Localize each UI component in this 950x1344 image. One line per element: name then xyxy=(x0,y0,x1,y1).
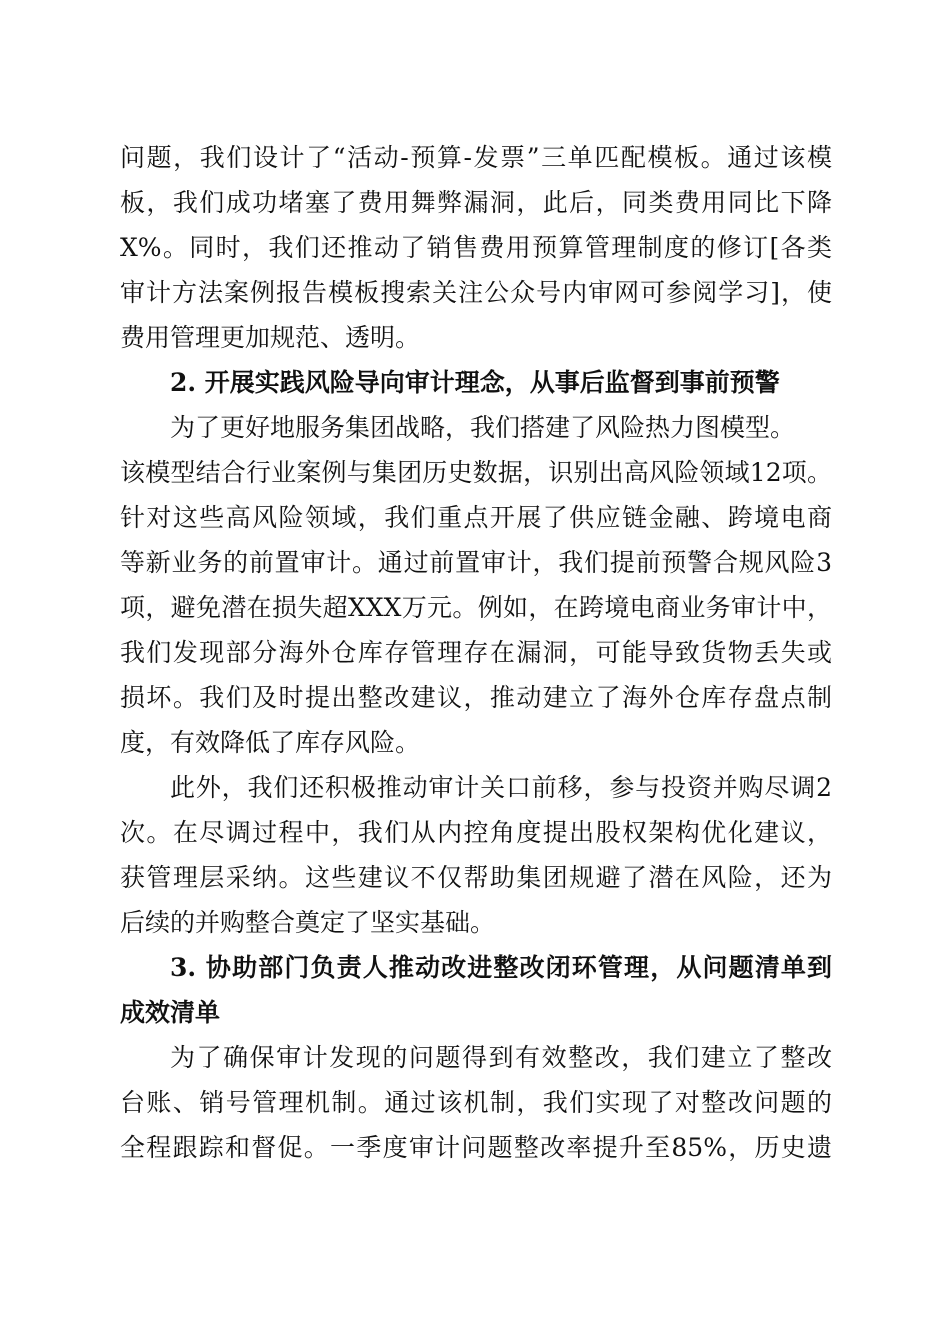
paragraph-line: 全程跟踪和督促。一季度审计问题整改率提升至85%，历史遗 xyxy=(120,1133,832,1162)
paragraph-line: 审计方法案例报告模板搜索关注公众号内审网可参阅学习]，使 xyxy=(120,278,832,307)
paragraph-line: 针对这些高风险领域，我们重点开展了供应链金融、跨境电商 xyxy=(120,503,832,532)
paragraph-line: 等新业务的前置审计。通过前置审计，我们提前预警合规风险3 xyxy=(120,548,832,577)
paragraph-line: 台账、销号管理机制。通过该机制，我们实现了对整改问题的 xyxy=(120,1088,832,1117)
paragraph-line: 损坏。我们及时提出整改建议，推动建立了海外仓库存盘点制 xyxy=(120,683,832,712)
section-heading-2: 2. 开展实践风险导向审计理念，从事后监督到事前预警 xyxy=(170,368,780,397)
paragraph-line: 获管理层采纳。这些建议不仅帮助集团规避了潜在风险，还为 xyxy=(120,863,832,892)
paragraph-line: 该模型结合行业案例与集团历史数据，识别出高风险领域12项。 xyxy=(120,458,832,487)
paragraph-line: 费用管理更加规范、透明。 xyxy=(120,323,421,352)
paragraph-line: 度，有效降低了库存风险。 xyxy=(120,728,421,757)
paragraph-line: 板，我们成功堵塞了费用舞弊漏洞，此后，同类费用同比下降 xyxy=(120,188,832,217)
paragraph-line: X%。同时，我们还推动了销售费用预算管理制度的修订[各类 xyxy=(120,233,832,262)
paragraph-line: 次。在尽调过程中，我们从内控角度提出股权架构优化建议， xyxy=(120,818,832,847)
section-heading-3-continued: 成效清单 xyxy=(120,998,221,1027)
paragraph-line: 为了确保审计发现的问题得到有效整改，我们建立了整改 xyxy=(170,1043,832,1072)
paragraph-line: 此外，我们还积极推动审计关口前移，参与投资并购尽调2 xyxy=(170,773,832,802)
paragraph-line: 问题，我们设计了“活动-预算-发票”三单匹配模板。通过该模 xyxy=(120,143,832,172)
section-heading-3: 3. 协助部门负责人推动改进整改闭环管理，从问题清单到 xyxy=(170,953,832,982)
paragraph-line: 项，避免潜在损失超XXX万元。例如，在跨境电商业务审计中， xyxy=(120,593,832,622)
paragraph-line: 我们发现部分海外仓库存管理存在漏洞，可能导致货物丢失或 xyxy=(120,638,832,667)
paragraph-line: 为了更好地服务集团战略，我们搭建了风险热力图模型。 xyxy=(170,413,796,442)
paragraph-line: 后续的并购整合奠定了坚实基础。 xyxy=(120,908,496,937)
